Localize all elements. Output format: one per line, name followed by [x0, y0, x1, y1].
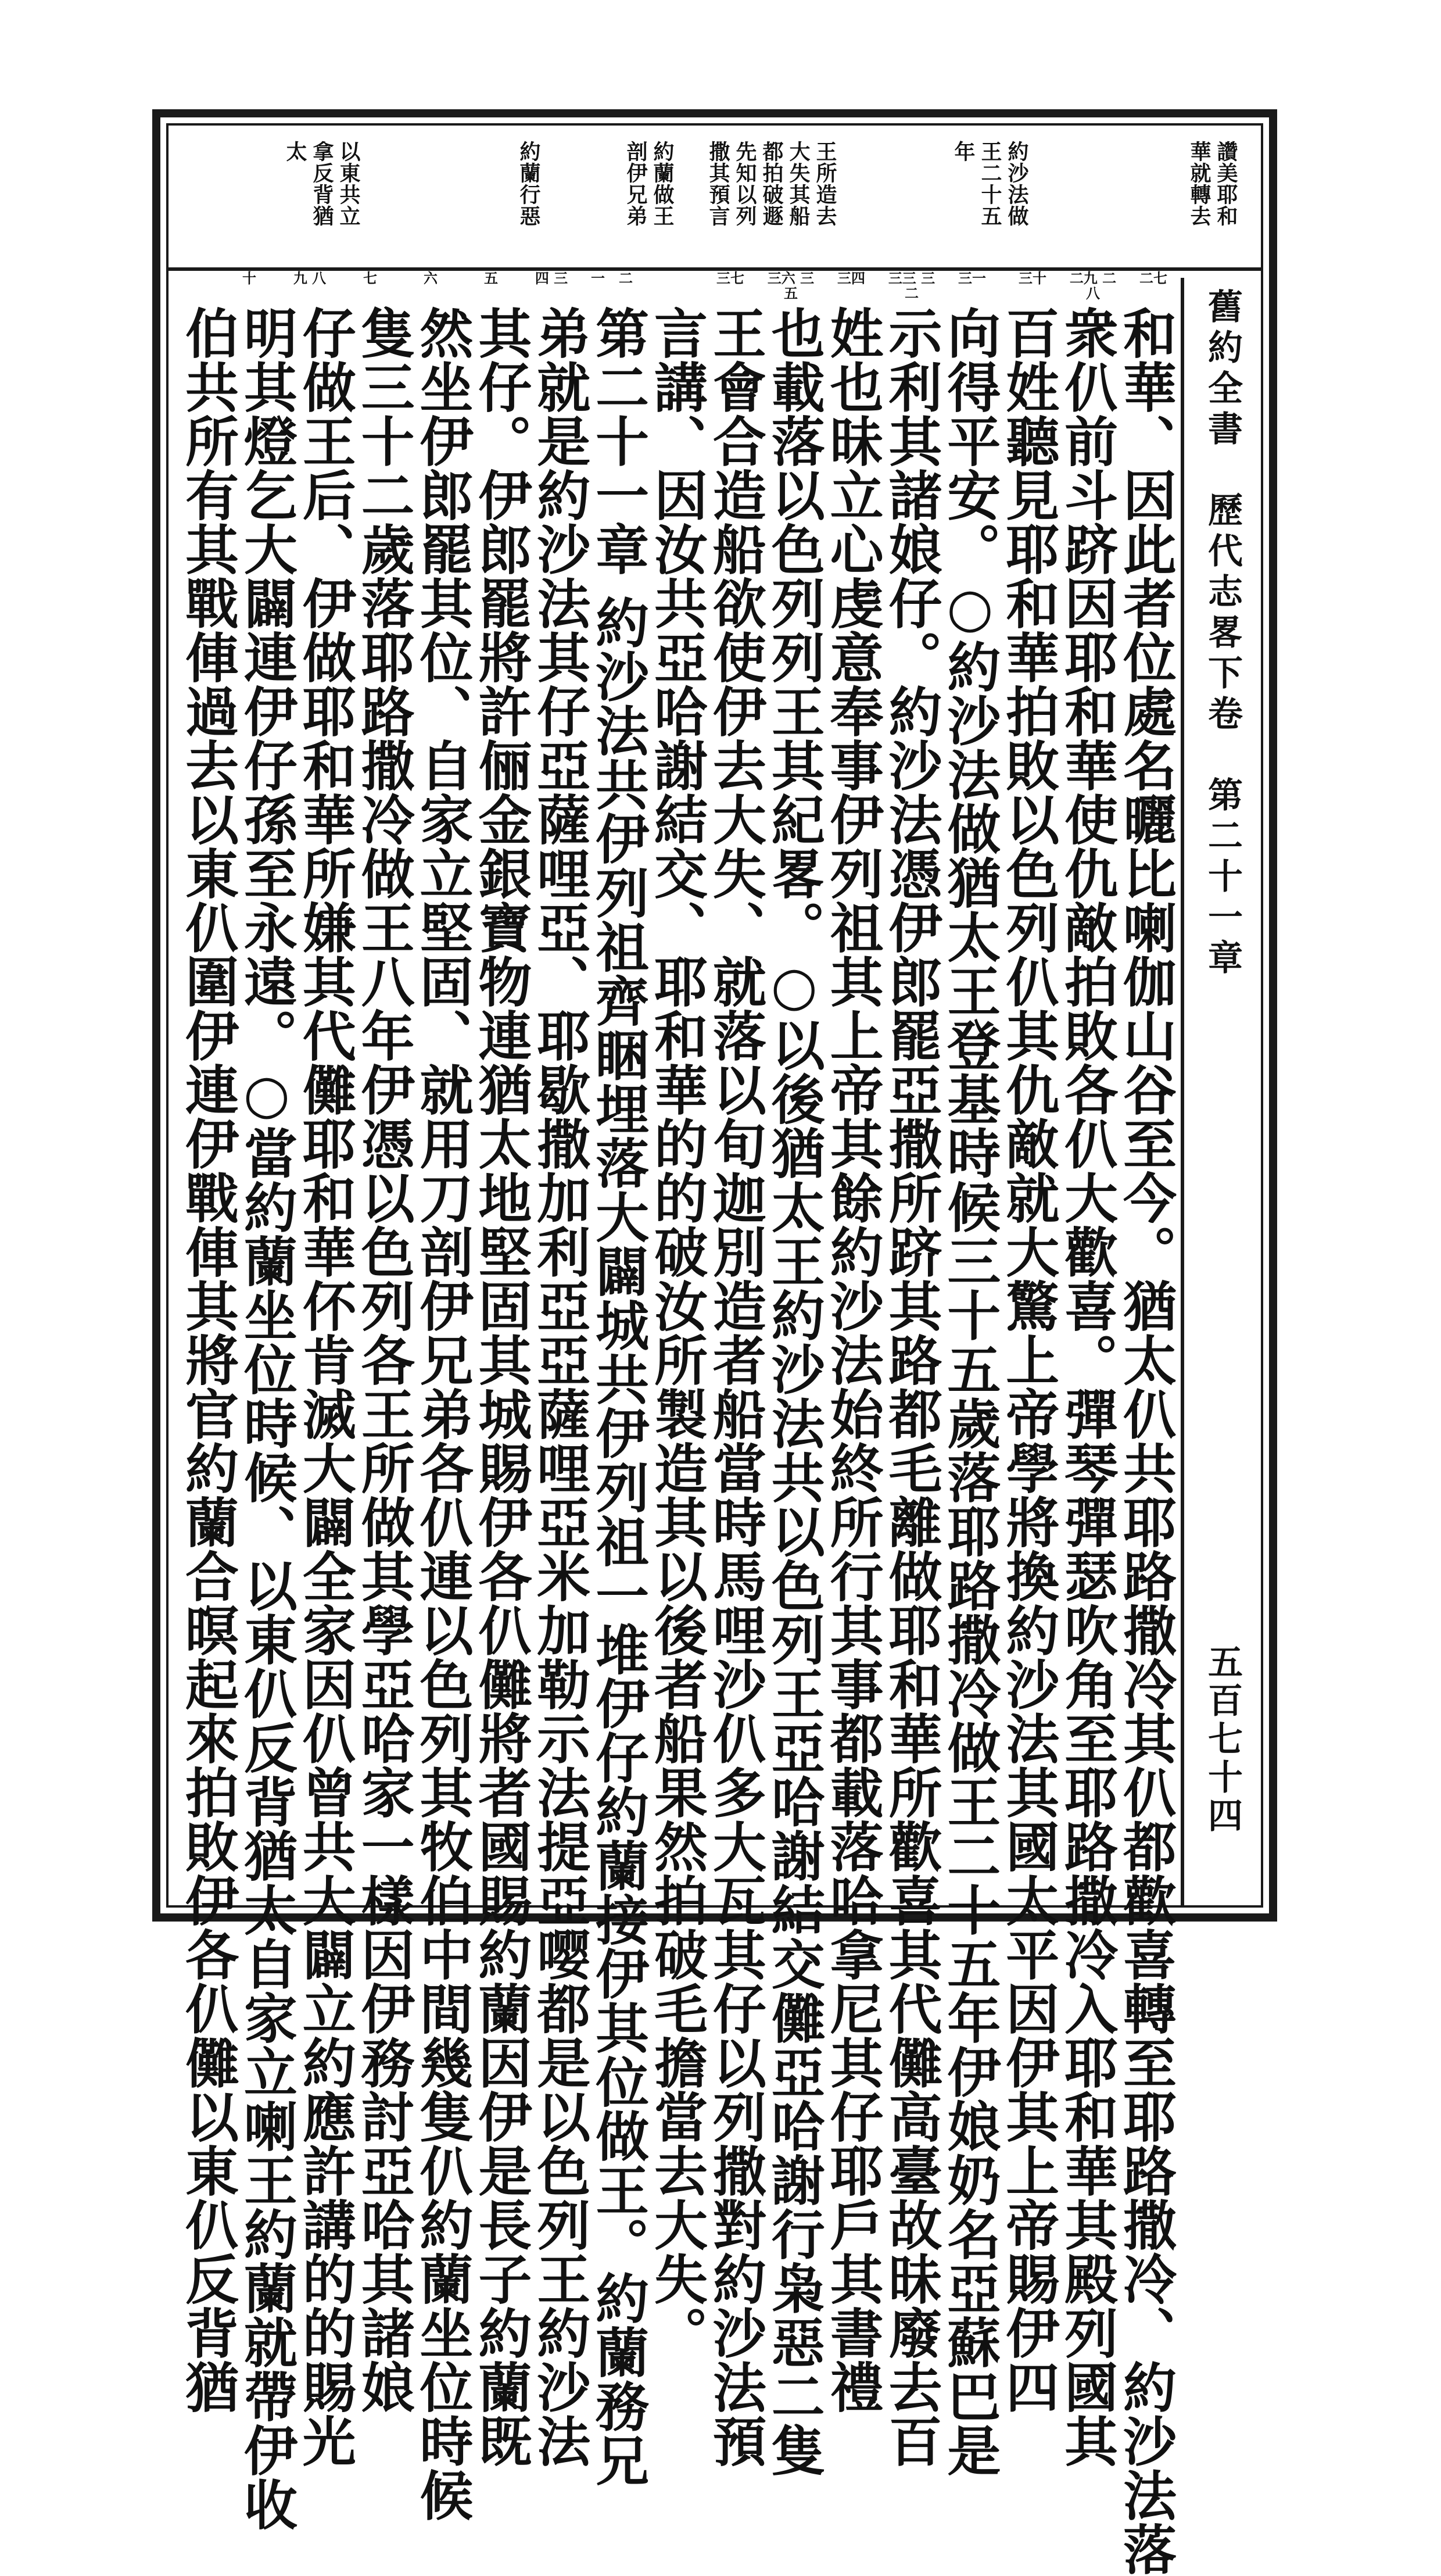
head-note-line: 華就轉去 — [1187, 141, 1211, 227]
verse-number: 六 — [424, 270, 438, 287]
head-note-line: 讚美耶和 — [1214, 141, 1238, 227]
head-note-line: 年 — [951, 141, 976, 162]
text-column: 向得平安。○約沙法做猶太王登基時候三十五歲落耶路撒冷做王二十五年伊娘奶名亞蘇巴是 — [938, 306, 1002, 2477]
text-column: 第二十一章 約沙法共伊列祖齊睏埋落大闢城共伊列祖一堆伊仔約蘭接伊其位做王。約蘭務兄 — [587, 306, 650, 2488]
text-column: 百姓聽見耶和華拍敗以色列仈其仇敵就大驚上帝學將換約沙法其國太平因伊其上帝賜伊四 — [997, 306, 1060, 2414]
text-column: 明其燈乞大闢連伊仔孫至永遠。○當約蘭坐位時候、以東仈反背猶太自家立喇王約蘭就帶伊收 — [235, 306, 298, 2531]
head-note-line: 撒其預言 — [706, 141, 730, 227]
main-text — [177, 306, 1177, 2576]
head-note-line: 以東共立 — [336, 141, 361, 227]
head-note-line: 都拍破遯 — [759, 141, 784, 227]
verse-number: 二九 二八 — [1069, 270, 1117, 302]
page-frame-inner — [166, 123, 1263, 2576]
head-note-line: 約蘭行惡 — [517, 141, 541, 227]
text-column: 衆仈前斗跻因耶和華使仇敵拍敗各仈大歡喜。彈琴彈瑟吹角至耶路撒冷入耶和華其殿列國其 — [1056, 306, 1119, 2468]
head-note-line: 太 — [283, 141, 307, 162]
head-note-line: 約蘭做王 — [650, 141, 675, 227]
head-note — [624, 141, 674, 227]
verse-number-row — [169, 271, 1184, 301]
head-note — [952, 141, 1028, 227]
verse-number: 九 八 — [293, 270, 327, 287]
head-note — [284, 141, 360, 227]
head-note-line: 王所造去 — [813, 141, 837, 227]
verse-number: 四 三 — [535, 270, 568, 287]
verse-number: 三一 — [958, 270, 986, 287]
head-note-line: 先知以列 — [733, 141, 757, 227]
head-note-line: 拿反背猶 — [310, 141, 334, 227]
head-note — [1188, 141, 1238, 227]
head-notes-band — [169, 126, 1261, 271]
verse-number: 三六 三五 — [767, 270, 815, 302]
page-frame — [152, 109, 1277, 2576]
verse-number: 二七 — [1139, 270, 1167, 287]
text-column: 示利其諸娘仔。約沙法憑伊郎罷亞撒所跻其路都毛離做耶和華所歡喜其代儺高臺故昧廢去百 — [880, 306, 943, 2468]
head-note-line: 約沙法做 — [1005, 141, 1029, 227]
page-number: 五百七十四 — [1202, 1644, 1243, 1836]
text-column: 其仔。伊郎罷將許俪金銀寶物連猶太地堅固其城賜伊各仈儺將者國賜約蘭因伊是長子約蘭既 — [469, 306, 533, 2468]
head-note — [517, 141, 540, 227]
verse-number: 三三 三二 — [888, 270, 935, 302]
text-column: 言講、因汝共亞哈謝結交、耶和華的的破汝所製造其以後者船果然拍破毛擔當去大失。 — [646, 306, 708, 2360]
running-head-title: 舊約全書 歷代志畧下卷 第二十一章 — [1202, 288, 1243, 980]
head-note — [707, 141, 837, 227]
verse-number: 三十 — [1019, 270, 1046, 287]
text-column: 隻三十二歲落耶路撒冷做王八年伊憑以色列各王所做其學亞哈家一樣因伊務討亞哈其諸娘 — [352, 306, 415, 2414]
text-column: 仔做王后、伊做耶和華所嫌其代儺耶和華伓肯滅大闢全家因仈曾共大闢立約應許講的的賜光 — [293, 306, 357, 2468]
verse-number: 十 — [242, 270, 256, 287]
text-column: 也載落以色列列王其紀畧。○以後猶太王約沙法共以色列王亞哈謝結交儺亞哈謝行枭惡二隻 — [762, 306, 826, 2477]
text-column: 弟就是約沙法其仔亞薩哩亞、耶歇撒加利亞亞薩哩亞米加勒示法提亞嘤都是以色列王約沙法 — [528, 306, 592, 2468]
verse-number: 一 二 — [591, 270, 633, 287]
text-column: 伯共所有其戰俥過去以東仈圍伊連伊戰俥其將官約蘭合暝起來拍敗伊各仈儺以東仈反背猶 — [177, 306, 239, 2414]
head-note-line: 剖伊兄弟 — [623, 141, 648, 227]
text-column: 然坐伊郎罷其位、自家立堅固、就用刀剖伊兄弟各仈連以色列其牧伯中間幾隻仈約蘭坐位時候 — [411, 306, 474, 2522]
running-head — [1181, 278, 1261, 1905]
verse-number: 三四 — [837, 270, 865, 287]
verse-number: 七 — [363, 270, 377, 287]
verse-number: 三七 — [716, 270, 744, 287]
text-column: 和華、因此者位處名曬比喇伽山谷至今。猶太仈共耶路撒冷其仈都歡喜轉至耶路撒冷、約沙法落 — [1114, 306, 1177, 2576]
head-note-line: 王二十五 — [978, 141, 1002, 227]
text-column: 王會合造船欲使伊去大失、就落以旬迦別造者船當時馬哩沙仈多大瓦其仔以列撒對約沙法預 — [704, 306, 767, 2468]
text-column: 姓也昧立心虔意奉事伊列祖其上帝其餘約沙法始終所行其事都載落哈拿尼其仔耶戶其書禮 — [821, 306, 884, 2414]
verse-number: 五 — [484, 270, 498, 287]
head-note-line: 大失其船 — [786, 141, 811, 227]
